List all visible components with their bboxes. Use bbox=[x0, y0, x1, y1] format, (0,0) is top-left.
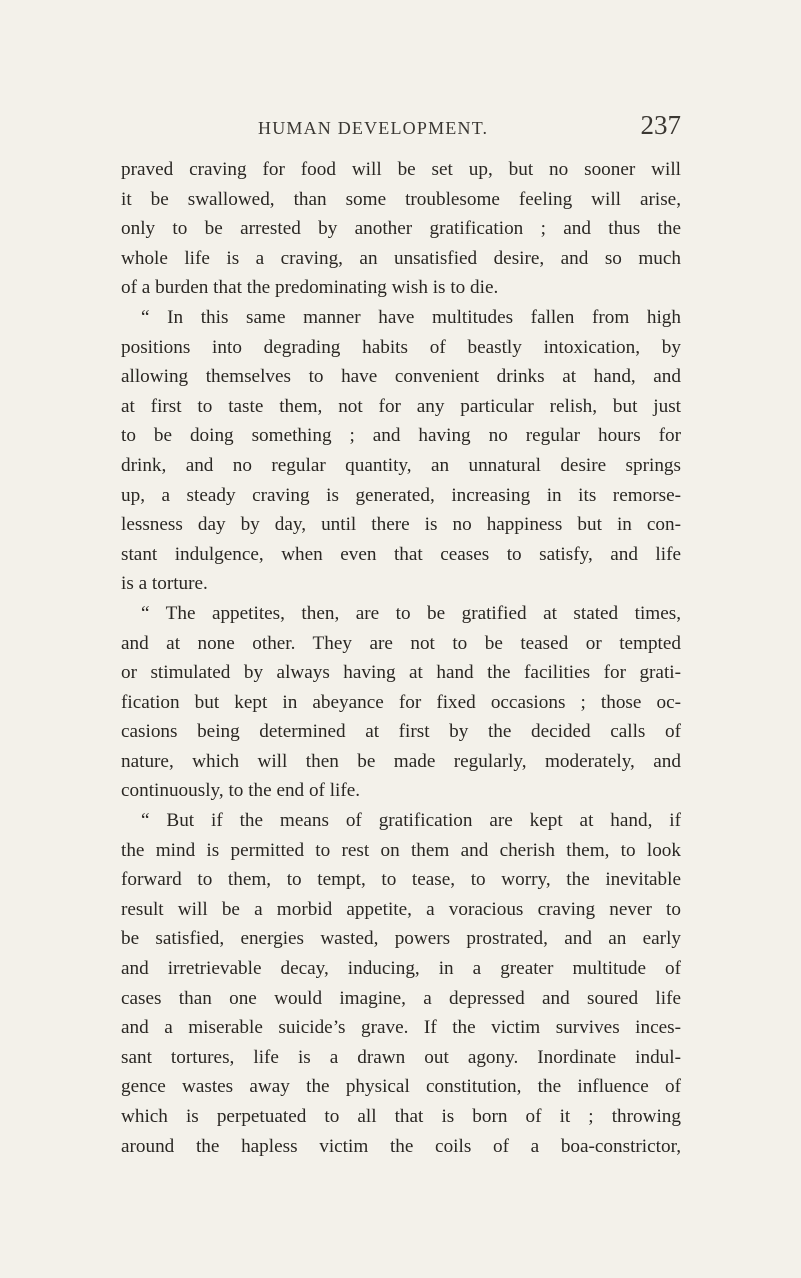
text-line: be satisfied, energies wasted, powers prostrated, and an early bbox=[121, 928, 681, 950]
running-title: HUMAN DEVELOPMENT. bbox=[258, 118, 489, 138]
text-line: to be doing something ; and having no regular hours for bbox=[121, 425, 681, 447]
text-line: which is perpetuated to all that is born of it ; throwing bbox=[121, 1106, 681, 1127]
text-line: of a burden that the predominating wish is to die. bbox=[121, 277, 499, 299]
text-line: “ In this same manner have multitudes fallen from high bbox=[141, 306, 681, 328]
text-line: gence wastes away the physical constitution, the influence of bbox=[121, 1076, 681, 1098]
text-line: or stimulated by always having at hand the facilities for grati- bbox=[121, 662, 681, 684]
text-line: “ But if the means of gratification are kept at hand, if bbox=[141, 810, 681, 832]
text-line: and at none other. They are not to be teased or tempted bbox=[121, 632, 681, 654]
text-line: around the hapless victim the coils of a boa-constrictor, bbox=[121, 1135, 681, 1157]
text-line: is a torture. bbox=[121, 573, 208, 595]
running-head bbox=[120, 112, 681, 148]
text-line: at first to taste them, not for any particular relish, but just bbox=[121, 395, 681, 417]
text-line: the mind is permitted to rest on them and cherish them, to look bbox=[121, 839, 681, 861]
text-line: positions into degrading habits of beastly intoxication, by bbox=[121, 336, 681, 358]
text-line: fication but kept in abeyance for fixed occasions ; those oc- bbox=[121, 691, 681, 713]
text-line: it be swallowed, than some troublesome feeling will arise, bbox=[121, 188, 681, 210]
text-line: lessness day by day, until there is no happiness but in con- bbox=[121, 514, 681, 536]
text-line: drink, and no regular quantity, an unnatural desire springs bbox=[121, 454, 681, 476]
text-line: up, a steady craving is generated, increasing in its remorse- bbox=[121, 484, 681, 506]
text-line: result will be a morbid appetite, a voracious craving never to bbox=[121, 898, 681, 920]
text-line: cases than one would imagine, a depressed and soured life bbox=[121, 987, 681, 1009]
text-line: stant indulgence, when even that ceases to satisfy, and life bbox=[121, 543, 681, 565]
text-line: only to be arrested by another gratification ; and thus the bbox=[121, 218, 681, 240]
text-line: allowing themselves to have convenient drinks at hand, and bbox=[121, 366, 681, 388]
text-line: “ The appetites, then, are to be gratified at stated times, bbox=[141, 602, 681, 624]
text-line: casions being determined at first by the decided calls of bbox=[121, 721, 681, 743]
page-number: 237 bbox=[640, 110, 681, 140]
body-text bbox=[121, 155, 681, 1161]
text-line: praved craving for food will be set up, but no sooner will bbox=[121, 159, 681, 180]
text-line: continuously, to the end of life. bbox=[121, 780, 361, 802]
text-line: and irretrievable decay, inducing, in a greater multitude of bbox=[121, 958, 681, 980]
text-line: forward to them, to tempt, to tease, to worry, the inevitable bbox=[121, 869, 681, 891]
text-line: whole life is a craving, an unsatisfied desire, and so much bbox=[121, 247, 681, 269]
text-line: and a miserable suicide’s grave. If the victim survives inces- bbox=[121, 1017, 681, 1039]
text-line: sant tortures, life is a drawn out agony. Inordinate indul- bbox=[121, 1046, 681, 1068]
text-line: nature, which will then be made regularly, moderately, and bbox=[121, 750, 681, 772]
